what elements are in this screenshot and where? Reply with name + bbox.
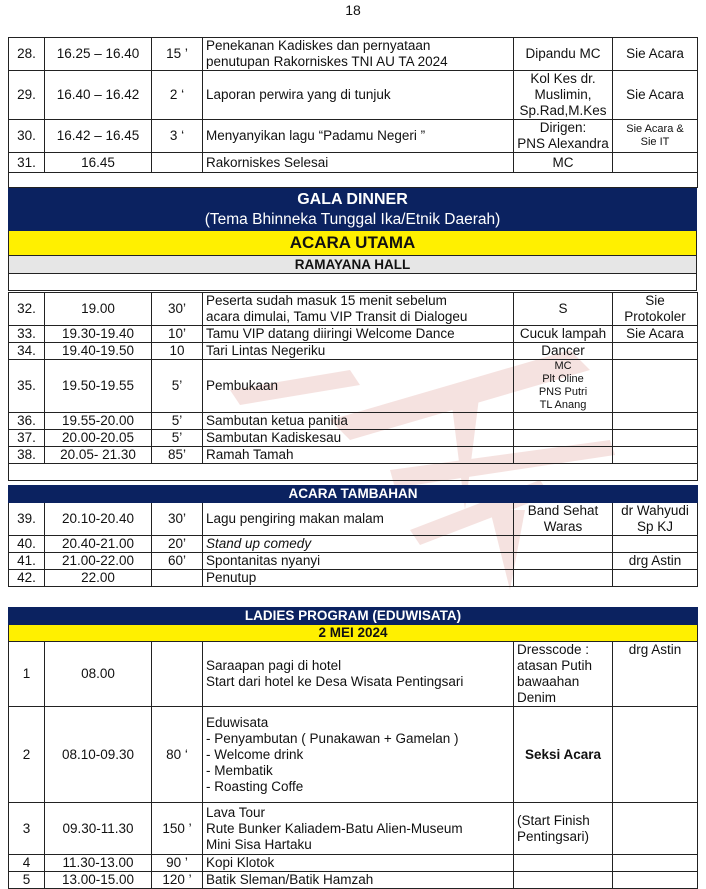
row-activity: Batik Sleman/Batik Hamzah xyxy=(203,872,514,889)
row-number: 33. xyxy=(9,326,45,343)
row-duration xyxy=(152,153,203,173)
row-section xyxy=(613,430,698,447)
row-activity: Sambutan ketua panitia xyxy=(203,413,514,430)
row-activity: Tari Lintas Negeriku xyxy=(203,343,514,360)
venue-heading: RAMAYANA HALL xyxy=(9,256,697,274)
row-time: 19.00 xyxy=(45,293,152,326)
row-duration: 10 xyxy=(152,343,203,360)
table-row xyxy=(9,447,698,464)
gala-title: GALA DINNER xyxy=(297,190,408,208)
row-activity: Peserta sudah masuk 15 menit sebelum acara dimulai, Tamu VIP Transit di Dialogeu xyxy=(203,293,514,326)
table-row xyxy=(9,71,698,120)
row-person-in-charge: Dancer xyxy=(514,343,613,360)
row-number: 39. xyxy=(9,503,45,536)
row-time: 08.10-09.30 xyxy=(45,707,152,803)
row-duration: 60’ xyxy=(152,553,203,570)
row-time: 20.00-20.05 xyxy=(45,430,152,447)
row-section: drg Astin xyxy=(613,553,698,570)
row-activity: Pembukaan xyxy=(203,360,514,413)
row-number: 37. xyxy=(9,430,45,447)
row-person-in-charge: Kol Kes dr. Muslimin, Sp.Rad,M.Kes xyxy=(514,71,613,120)
row-activity: Spontanitas nyanyi xyxy=(203,553,514,570)
row-duration: 5’ xyxy=(152,413,203,430)
table-row xyxy=(9,855,698,872)
row-duration: 30’ xyxy=(152,293,203,326)
main-program-heading: ACARA UTAMA xyxy=(289,232,416,252)
row-time: 16.40 – 16.42 xyxy=(45,71,152,120)
row-time: 16.45 xyxy=(45,153,152,173)
spacer-row xyxy=(9,464,698,481)
table-row xyxy=(9,570,698,587)
row-time: 13.00-15.00 xyxy=(45,872,152,889)
table-row xyxy=(9,553,698,570)
row-section xyxy=(613,360,698,413)
row-section: drg Astin xyxy=(613,642,698,707)
row-number: 4 xyxy=(9,855,45,872)
row-section: Sie Acara & Sie IT xyxy=(613,120,698,153)
row-time: 19.30-19.40 xyxy=(45,326,152,343)
row-activity: Eduwisata - Penyambutan ( Punakawan + Gamelan ) - Welcome drink - Membatik - Roasting Coffe xyxy=(203,707,514,803)
row-time: 08.00 xyxy=(45,642,152,707)
row-person-in-charge: Dirigen: PNS Alexandra xyxy=(514,120,613,153)
row-duration: 85’ xyxy=(152,447,203,464)
row-activity: Lagu pengiring makan malam xyxy=(203,503,514,536)
row-activity: Rakorniskes Selesai xyxy=(203,153,514,173)
row-activity: Laporan perwira yang di tunjuk xyxy=(203,71,514,120)
row-activity: Kopi Klotok xyxy=(203,855,514,872)
row-duration: 5’ xyxy=(152,430,203,447)
row-number: 38. xyxy=(9,447,45,464)
row-person-in-charge: MC xyxy=(514,153,613,173)
row-person-in-charge xyxy=(514,430,613,447)
row-section xyxy=(613,707,698,803)
row-activity: Penutup xyxy=(203,570,514,587)
schedule-table-top xyxy=(8,37,698,188)
row-activity: Tamu VIP datang diiringi Welcome Dance xyxy=(203,326,514,343)
row-time: 16.25 – 16.40 xyxy=(45,38,152,71)
row-activity: Saraapan pagi di hotel Start dari hotel ke Desa Wisata Pentingsari xyxy=(203,642,514,707)
row-section xyxy=(613,447,698,464)
row-duration: 30’ xyxy=(152,503,203,536)
row-duration: 15 ’ xyxy=(152,38,203,71)
schedule-table-main xyxy=(8,292,698,481)
row-person-in-charge xyxy=(514,570,613,587)
row-duration xyxy=(152,642,203,707)
row-number: 41. xyxy=(9,553,45,570)
row-duration: 20’ xyxy=(152,536,203,553)
table-row xyxy=(9,38,698,71)
schedule-table-ladies xyxy=(8,607,698,889)
table-row xyxy=(9,707,698,803)
table-row xyxy=(9,120,698,153)
table-row xyxy=(9,293,698,326)
row-time: 21.00-22.00 xyxy=(45,553,152,570)
row-number: 36. xyxy=(9,413,45,430)
spacer-row xyxy=(9,173,698,188)
row-duration: 10’ xyxy=(152,326,203,343)
row-section xyxy=(613,343,698,360)
row-number: 42. xyxy=(9,570,45,587)
row-number: 34. xyxy=(9,343,45,360)
row-person-in-charge: (Start Finish Pentingsari) xyxy=(514,803,613,855)
ladies-program-heading: LADIES PROGRAM (EDUWISATA) xyxy=(9,608,698,625)
row-duration: 90 ’ xyxy=(152,855,203,872)
row-person-in-charge xyxy=(514,553,613,570)
row-section: Sie Acara xyxy=(613,38,698,71)
row-duration: 120 ’ xyxy=(152,872,203,889)
row-section xyxy=(613,413,698,430)
row-person-in-charge: Cucuk lampah xyxy=(514,326,613,343)
row-section: Sie Acara xyxy=(613,71,698,120)
row-time: 22.00 xyxy=(45,570,152,587)
table-row xyxy=(9,536,698,553)
table-row xyxy=(9,642,698,707)
row-number: 31. xyxy=(9,153,45,173)
table-row xyxy=(9,343,698,360)
row-activity: Lava Tour Rute Bunker Kaliadem-Batu Alien-Museum Mini Sisa Hartaku xyxy=(203,803,514,855)
schedule-table-extra xyxy=(8,485,698,587)
row-section: Sie Protokoler xyxy=(613,293,698,326)
table-row xyxy=(9,326,698,343)
row-activity: Stand up comedy xyxy=(203,536,514,553)
row-section: dr Wahyudi Sp KJ xyxy=(613,503,698,536)
row-activity: Ramah Tamah xyxy=(203,447,514,464)
row-number: 35. xyxy=(9,360,45,413)
row-time: 20.05- 21.30 xyxy=(45,447,152,464)
row-duration: 3 ‘ xyxy=(152,120,203,153)
row-activity: Menyanyikan lagu “Padamu Negeri ” xyxy=(203,120,514,153)
row-number: 5 xyxy=(9,872,45,889)
row-section xyxy=(613,536,698,553)
gala-dinner-header xyxy=(8,188,697,291)
row-section xyxy=(613,803,698,855)
row-person-in-charge xyxy=(514,447,613,464)
page-number: 18 xyxy=(345,2,361,18)
gala-subtitle: (Tema Bhinneka Tunggal Ika/Etnik Daerah) xyxy=(204,210,501,228)
row-section xyxy=(613,872,698,889)
ladies-date-heading: 2 MEI 2024 xyxy=(9,625,698,642)
row-person-in-charge xyxy=(514,872,613,889)
table-row xyxy=(9,803,698,855)
row-duration: 5’ xyxy=(152,360,203,413)
row-time: 19.50-19.55 xyxy=(45,360,152,413)
row-time: 09.30-11.30 xyxy=(45,803,152,855)
row-number: 29. xyxy=(9,71,45,120)
row-person-in-charge: Seksi Acara xyxy=(514,707,613,803)
row-person-in-charge: Dresscode : atasan Putih bawaahan Denim xyxy=(514,642,613,707)
row-section xyxy=(613,153,698,173)
row-person-in-charge xyxy=(514,413,613,430)
row-activity: Penekanan Kadiskes dan pernyataan penutupan Rakorniskes TNI AU TA 2024 xyxy=(203,38,514,71)
row-person-in-charge xyxy=(514,855,613,872)
row-person-in-charge xyxy=(514,536,613,553)
table-row xyxy=(9,413,698,430)
row-number: 40. xyxy=(9,536,45,553)
table-row xyxy=(9,360,698,413)
row-section: Sie Acara xyxy=(613,326,698,343)
table-row xyxy=(9,872,698,889)
row-number: 30. xyxy=(9,120,45,153)
row-activity: Sambutan Kadiskesau xyxy=(203,430,514,447)
row-person-in-charge: Band Sehat Waras xyxy=(514,503,613,536)
row-time: 20.40-21.00 xyxy=(45,536,152,553)
table-row xyxy=(9,503,698,536)
table-row xyxy=(9,430,698,447)
row-duration: 150 ’ xyxy=(152,803,203,855)
row-number: 1 xyxy=(9,642,45,707)
row-duration: 2 ‘ xyxy=(152,71,203,120)
row-time: 19.55-20.00 xyxy=(45,413,152,430)
row-time: 19.40-19.50 xyxy=(45,343,152,360)
row-number: 32. xyxy=(9,293,45,326)
extra-program-heading: ACARA TAMBAHAN xyxy=(9,486,698,503)
row-person-in-charge: MC Plt Oline PNS Putri TL Anang xyxy=(514,360,613,413)
table-row xyxy=(9,153,698,173)
row-time: 20.10-20.40 xyxy=(45,503,152,536)
row-section xyxy=(613,855,698,872)
row-person-in-charge: S xyxy=(514,293,613,326)
row-number: 3 xyxy=(9,803,45,855)
row-duration xyxy=(152,570,203,587)
row-number: 28. xyxy=(9,38,45,71)
row-number: 2 xyxy=(9,707,45,803)
row-duration: 80 ‘ xyxy=(152,707,203,803)
spacer-row xyxy=(9,274,697,291)
row-person-in-charge: Dipandu MC xyxy=(514,38,613,71)
row-section xyxy=(613,570,698,587)
row-time: 11.30-13.00 xyxy=(45,855,152,872)
row-time: 16.42 – 16.45 xyxy=(45,120,152,153)
